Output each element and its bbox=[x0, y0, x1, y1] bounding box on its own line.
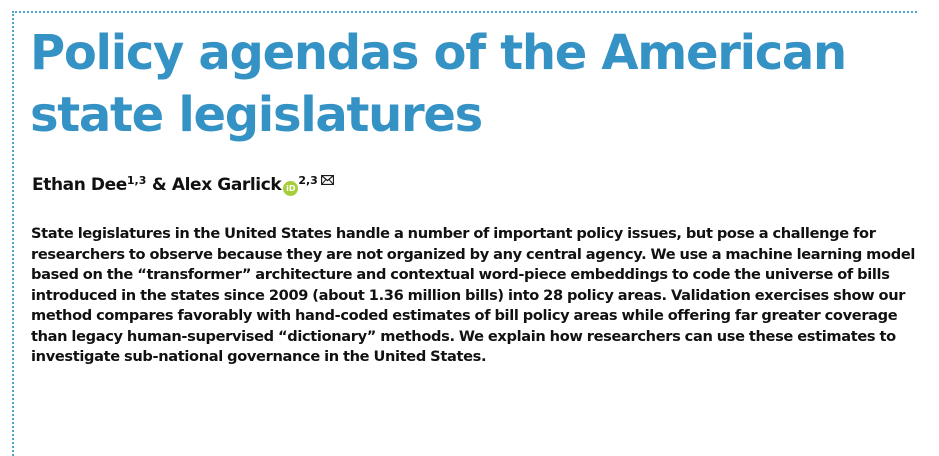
author-name: Ethan Dee bbox=[32, 175, 127, 195]
author-affiliation: 2,3 bbox=[298, 174, 318, 187]
envelope-icon[interactable] bbox=[321, 168, 334, 192]
abstract-text: State legislatures in the United States handle a number of important policy issues, but pose a challenge for researchers to observe because they are not organized by any central agency. We use a machine learning model based on the “transformer” architecture and contextual word-piece embeddings to code the universe of bills introduced in the states since 2009 (about 1.36 million bills) into 28 policy areas. Validation exercises show our method compares favorably with hand-coded estimates of bill policy areas while offering far greater coverage than legacy human-supervised “dictionary” methods. We explain how researchers can use these estimates to investigate sub-national governance in the United States. bbox=[31, 225, 916, 365]
author-name: Alex Garlick bbox=[171, 175, 282, 195]
article-title: Policy agendas of the American state legislatures bbox=[30, 25, 846, 143]
author-line bbox=[32, 168, 334, 197]
author-affiliation: 1,3 bbox=[126, 174, 147, 187]
orcid-icon[interactable]: iD bbox=[283, 181, 298, 196]
author-separator: & bbox=[146, 175, 172, 195]
dotted-border-left bbox=[12, 11, 14, 456]
dotted-border-top bbox=[12, 11, 917, 13]
